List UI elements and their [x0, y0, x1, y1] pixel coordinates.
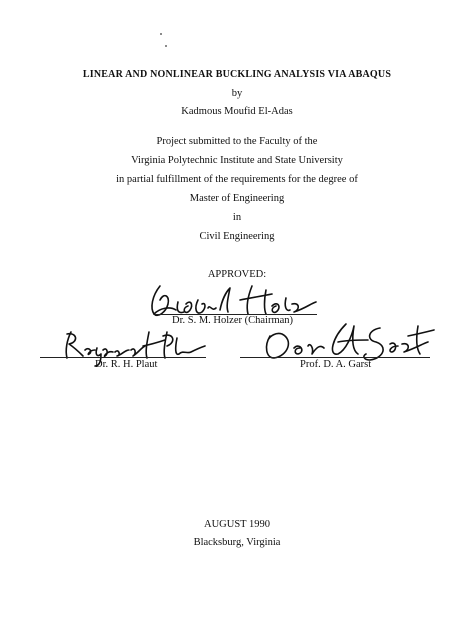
scan-speck: [165, 45, 167, 47]
left-signer-name: Dr. R. H. Plaut: [95, 359, 158, 370]
author-name: Kadmous Moufid El-Adas: [181, 106, 293, 117]
right-signer-name: Prof. D. A. Garst: [300, 359, 372, 370]
submission-line: in partial fulfillment of the requirements for the degree of: [116, 174, 358, 185]
department-name: Civil Engineering: [199, 231, 275, 242]
submission-place: Blacksburg, Virginia: [193, 537, 281, 548]
submission-date: AUGUST 1990: [203, 519, 271, 530]
document-title: LINEAR AND NONLINEAR BUCKLING ANALYSIS VIA ABAQUS: [82, 69, 392, 80]
scan-speck: [160, 33, 162, 35]
submission-line: Project submitted to the Faculty of the: [156, 136, 318, 147]
submission-line: Virginia Polytechnic Institute and State University: [131, 155, 343, 166]
submission-line: in: [232, 212, 242, 223]
degree-name: Master of Engineering: [189, 193, 285, 204]
by-label: by: [231, 88, 243, 99]
chair-name: Dr. S. M. Holzer (Chairman): [172, 315, 294, 326]
approved-heading: APPROVED:: [207, 269, 267, 280]
